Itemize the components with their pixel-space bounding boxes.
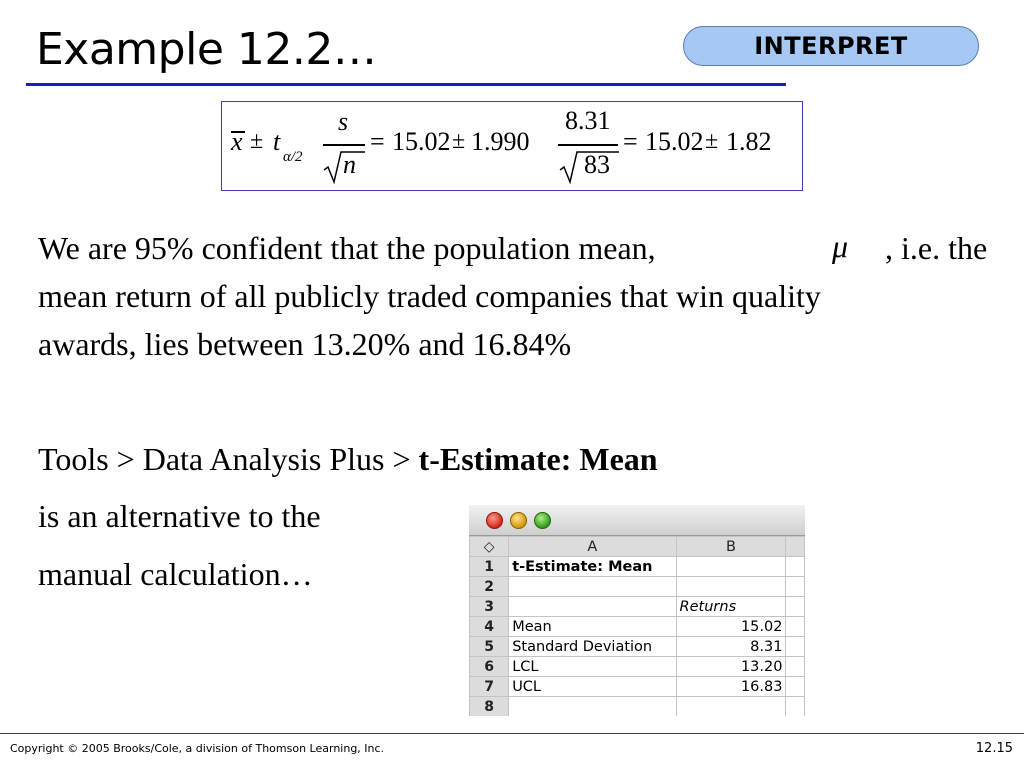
footer-divider	[0, 733, 1024, 734]
row-header[interactable]: 1	[470, 557, 509, 577]
cell-c5[interactable]	[786, 637, 805, 657]
slide-title: Example 12.2…	[36, 24, 377, 75]
cell-a3[interactable]	[509, 597, 676, 617]
spreadsheet-window	[469, 505, 805, 716]
fraction-bar-2	[558, 144, 618, 146]
title-underline	[26, 83, 786, 86]
cell-a6[interactable]: LCL	[509, 657, 676, 677]
formula-pm: ±	[250, 128, 264, 154]
row-header[interactable]: 7	[470, 677, 509, 697]
minimize-window-button[interactable]	[510, 512, 527, 529]
table-row	[470, 657, 805, 677]
cell-a8[interactable]	[509, 697, 676, 717]
body-line-3: awards, lies between 13.20% and 16.84%	[38, 326, 572, 362]
cell-a1[interactable]: t-Estimate: Mean	[509, 557, 676, 577]
copyright-notice: Copyright © 2005 Brooks/Cole, a division of Thomson Learning, Inc.	[10, 742, 385, 755]
cell-b7[interactable]: 16.83	[676, 677, 786, 697]
body-line-2: mean return of all publicly traded companies that win quality	[38, 278, 821, 314]
formula-xbar: x	[231, 127, 243, 156]
spreadsheet-grid	[469, 536, 805, 716]
cell-b5[interactable]: 8.31	[676, 637, 786, 657]
cell-b4[interactable]: 15.02	[676, 617, 786, 637]
alternative-line-2: manual calculation…	[38, 556, 313, 592]
cell-a5[interactable]: Standard Deviation	[509, 637, 676, 657]
cell-c3[interactable]	[786, 597, 805, 617]
formula-pm-3: ±	[705, 128, 719, 154]
row-header[interactable]: 2	[470, 577, 509, 597]
formula-mean-2: 15.02	[645, 127, 704, 156]
cell-b1[interactable]	[676, 557, 786, 577]
tools-path-function: t-Estimate: Mean	[418, 441, 658, 477]
formula-box	[221, 101, 803, 191]
cell-c7[interactable]	[786, 677, 805, 697]
cell-b3[interactable]: Returns	[676, 597, 786, 617]
cell-a4[interactable]: Mean	[509, 617, 676, 637]
tools-path-prefix: Tools > Data Analysis Plus >	[38, 441, 419, 477]
formula-pm-2: ±	[452, 128, 466, 154]
table-row	[470, 577, 805, 597]
table-row	[470, 557, 805, 577]
cell-a7[interactable]: UCL	[509, 677, 676, 697]
interpret-badge: INTERPRET	[683, 26, 979, 66]
formula-margin: 1.82	[726, 127, 772, 156]
window-titlebar	[469, 505, 805, 536]
body-line-1-text: We are 95% confident that the population mean,	[38, 230, 656, 266]
fraction-bar-1	[323, 144, 365, 146]
table-row	[470, 697, 805, 717]
formula-n: n	[343, 150, 356, 179]
cell-c1[interactable]	[786, 557, 805, 577]
formula-denominator: 83	[584, 150, 610, 179]
body-line-1-end	[885, 224, 987, 272]
alternative-line-1: is an alternative to the	[38, 498, 321, 534]
tools-path	[38, 435, 658, 483]
formula-equals-2: =	[623, 127, 638, 156]
formula-equals-1: =	[370, 127, 385, 156]
cell-b2[interactable]	[676, 577, 786, 597]
row-header[interactable]: 3	[470, 597, 509, 617]
formula-mean-1: 15.02	[392, 127, 451, 156]
table-row	[470, 637, 805, 657]
body-line-1	[38, 224, 656, 272]
slide-number: 12.15	[975, 741, 1013, 756]
formula-t: t	[273, 127, 281, 156]
close-window-button[interactable]	[486, 512, 503, 529]
column-header-b[interactable]: B	[676, 537, 786, 557]
column-header-c[interactable]	[786, 537, 805, 557]
formula-numerator: 8.31	[565, 106, 611, 135]
cell-c4[interactable]	[786, 617, 805, 637]
cell-c6[interactable]	[786, 657, 805, 677]
column-header-a[interactable]: A	[509, 537, 676, 557]
mu-symbol: μ	[832, 228, 849, 264]
formula-t-value: 1.990	[471, 127, 530, 156]
row-header[interactable]: 6	[470, 657, 509, 677]
cell-b8[interactable]	[676, 697, 786, 717]
cell-c8[interactable]	[786, 697, 805, 717]
table-row	[470, 617, 805, 637]
body-line-1-tail: , i.e. the	[885, 230, 988, 266]
row-header[interactable]: 4	[470, 617, 509, 637]
table-row	[470, 597, 805, 617]
row-header[interactable]: 8	[470, 697, 509, 717]
column-header-row	[470, 537, 805, 557]
formula-t-subscript: α/2	[283, 149, 303, 165]
select-all-corner[interactable]: ◇	[470, 537, 509, 557]
cell-a2[interactable]	[509, 577, 676, 597]
cell-c2[interactable]	[786, 577, 805, 597]
row-header[interactable]: 5	[470, 637, 509, 657]
zoom-window-button[interactable]	[534, 512, 551, 529]
formula-s: s	[338, 107, 349, 136]
table-row	[470, 677, 805, 697]
cell-b6[interactable]: 13.20	[676, 657, 786, 677]
